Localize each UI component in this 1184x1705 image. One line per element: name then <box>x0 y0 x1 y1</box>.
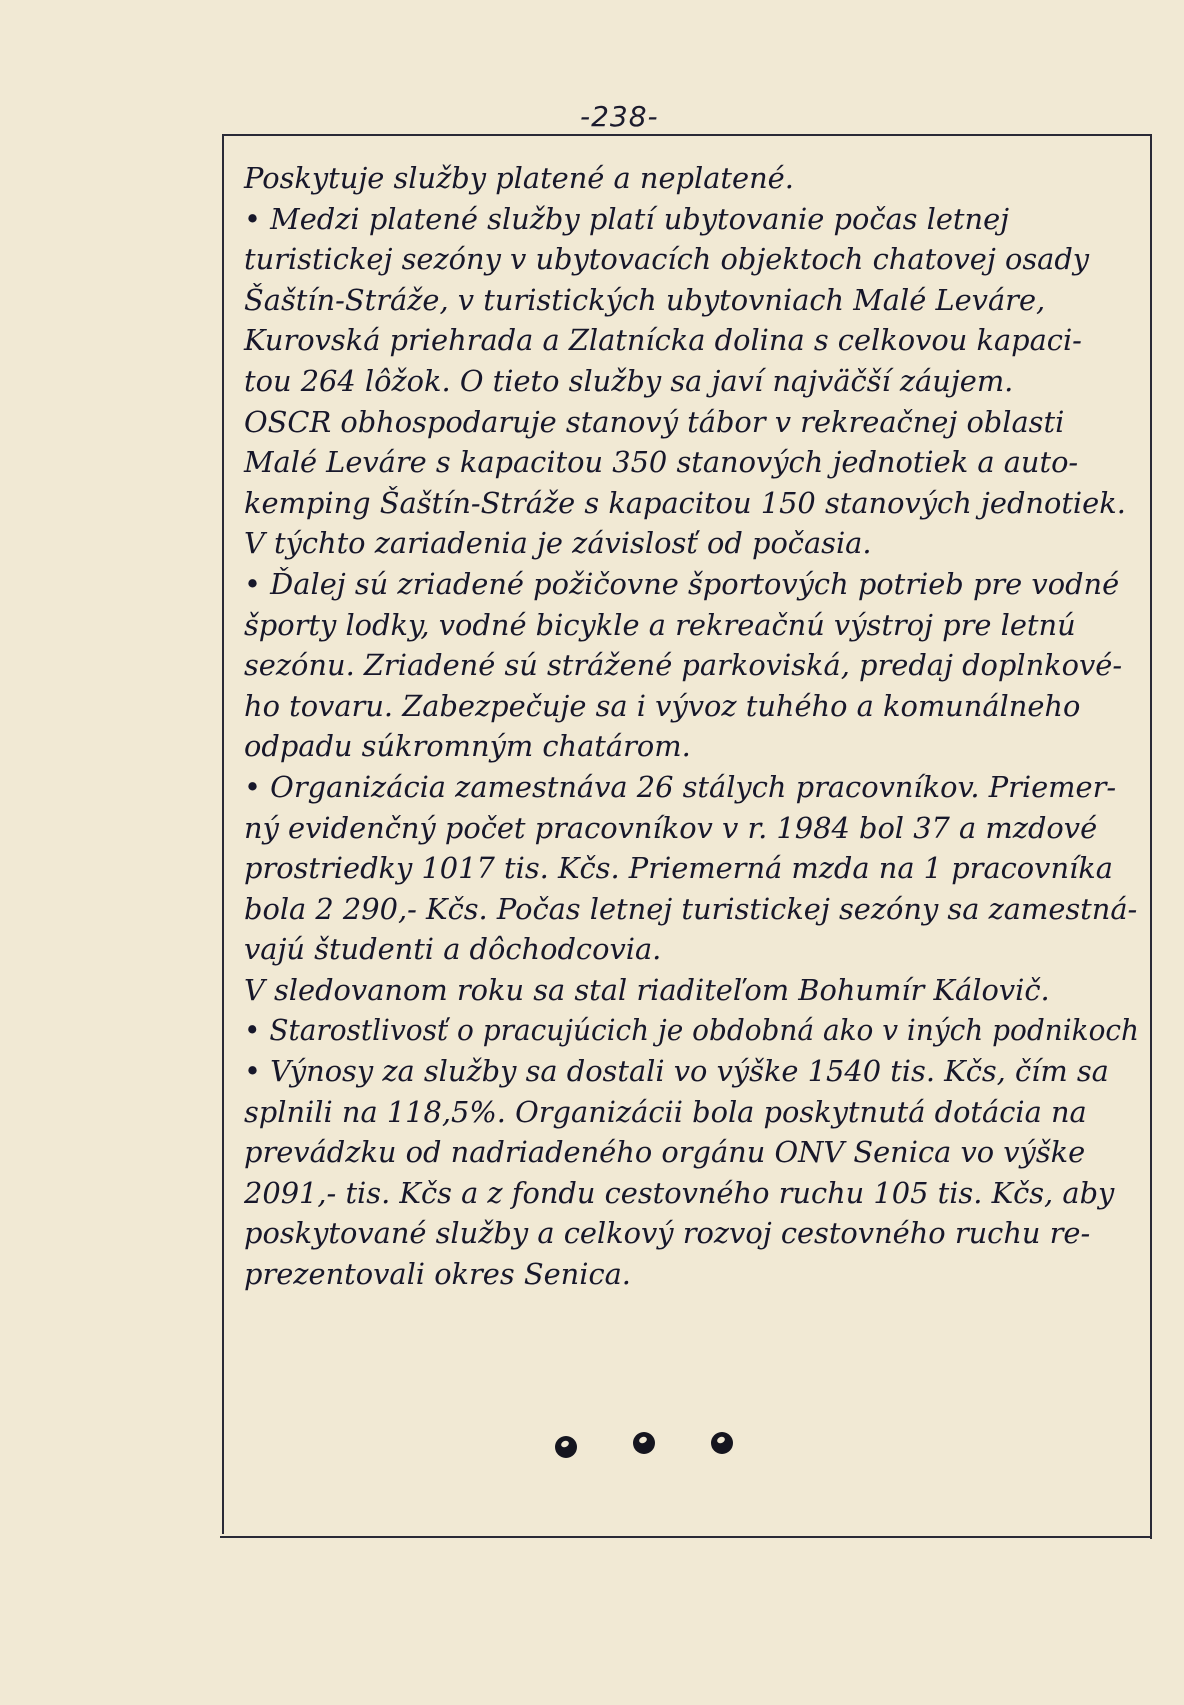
text-line: • Organizácia zamestnáva 26 stálych pracovníkov. Priemer- <box>244 769 1117 804</box>
text-line: • Starostlivosť o pracujúcich je obdobná ako v iných podnikoch <box>244 1013 1140 1048</box>
text-line: 2091,- tis. Kčs a z fondu cestovného ruchu 105 tis. Kčs, aby <box>244 1175 1115 1210</box>
text-line: prostriedky 1017 tis. Kčs. Priemerná mzda na 1 pracovníka <box>244 851 1113 886</box>
text-line: tou 264 lôžok. O tieto služby sa javí najväčší záujem. <box>244 363 1014 398</box>
text-line: ho tovaru. Zabezpečuje sa i vývoz tuhého a komunálneho <box>244 688 1081 723</box>
frame-left-border <box>222 134 224 1534</box>
ornament-dot <box>555 1436 577 1458</box>
text-line: • Ďalej sú zriadené požičovne športových potrieb pre vodné <box>244 566 1120 601</box>
text-line: Kurovská priehrada a Zlatnícka dolina s celkovou kapaci- <box>244 323 1082 358</box>
ornament-dot <box>633 1432 655 1454</box>
text-line: turistickej sezóny v ubytovacích objektoch chatovej osady <box>244 242 1090 277</box>
handwritten-text-block <box>244 158 1144 1295</box>
page-number: -238- <box>580 100 659 133</box>
text-line: Malé Leváre s kapacitou 350 stanových jednotiek a auto- <box>244 445 1079 480</box>
text-line: vajú študenti a dôchodcovia. <box>244 932 662 967</box>
text-line: odpadu súkromným chatárom. <box>244 729 691 764</box>
text-line: OSCR obhospodaruje stanový tábor v rekreačnej oblasti <box>244 404 1065 439</box>
text-line: Poskytuje služby platené a neplatené. <box>244 161 794 195</box>
text-line: prevádzku od nadriadeného orgánu ONV Senica vo výške <box>244 1135 1086 1170</box>
text-line: poskytované služby a celkový rozvoj cestovného ruchu re- <box>244 1216 1091 1251</box>
text-line: • Výnosy za služby sa dostali vo výške 1540 tis. Kčs, čím sa <box>244 1054 1109 1089</box>
text-line: ný evidenčný počet pracovníkov v r. 1984 bol 37 a mzdové <box>244 810 1098 845</box>
ornament-dot <box>711 1432 733 1454</box>
frame-bottom-border <box>220 1536 1152 1538</box>
text-line: splnili na 118,5%. Organizácii bola poskytnutá dotácia na <box>244 1094 1087 1129</box>
text-line: športy lodky, vodné bicykle a rekreačnú výstroj pre letnú <box>244 607 1076 642</box>
text-line: V sledovanom roku sa stal riaditeľom Bohumír Kálovič. <box>244 972 1050 1007</box>
text-line: • Medzi platené služby platí ubytovanie počas letnej <box>244 201 1010 236</box>
text-line: V týchto zariadenia je závislosť od počasia. <box>244 526 872 561</box>
text-line: prezentovali okres Senica. <box>244 1257 631 1292</box>
end-ornament <box>555 1436 745 1462</box>
frame-right-border <box>1150 134 1152 1539</box>
text-line: sezónu. Zriadené sú strážené parkoviská, predaj doplnkové- <box>244 648 1123 683</box>
text-line: Šaštín-Stráže, v turistických ubytovniach Malé Leváre, <box>244 282 1046 317</box>
frame-top-border <box>222 134 1152 136</box>
text-line: kemping Šaštín-Stráže s kapacitou 150 stanových jednotiek. <box>244 485 1126 520</box>
text-line: bola 2 290,- Kčs. Počas letnej turistickej sezóny sa zamestná- <box>244 891 1138 926</box>
